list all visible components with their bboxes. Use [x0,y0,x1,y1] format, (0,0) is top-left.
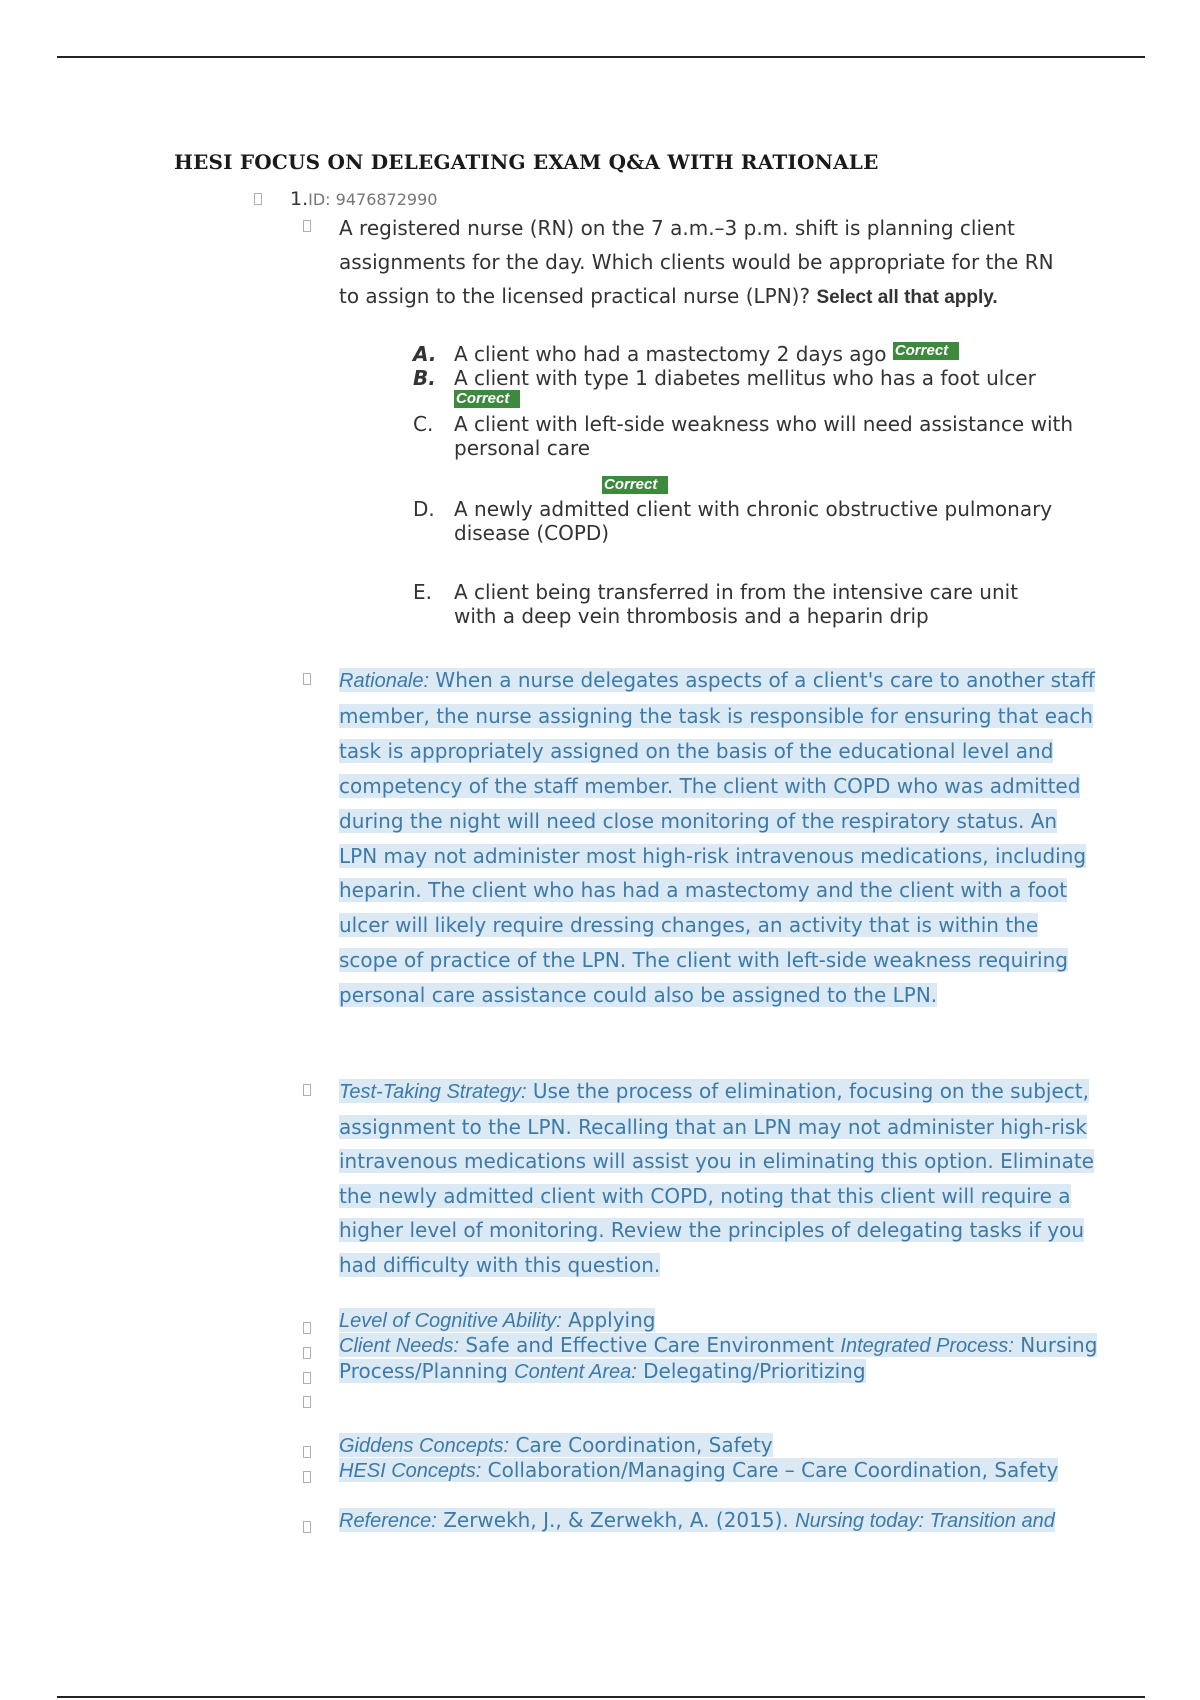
bullet-icon [303,1471,311,1483]
hesi-value: Collaboration/Managing Care – Care Coordination, Safety [487,1458,1059,1482]
client-needs [339,1333,1099,1385]
cognitive-label: Level of Cognitive Ability: [339,1310,562,1332]
correct-badge: Correct [602,476,668,494]
hesi-label: HESI Concepts: [339,1460,482,1482]
integrated-label: Integrated Process: [840,1335,1014,1357]
option-d-text: A newly admitted client with chronic obstructive pulmonary disease (COPD) [454,497,1053,545]
bullet-icon [303,1372,311,1384]
strategy-paragraph [339,1074,1099,1282]
select-all-note: Select all that apply. [816,287,998,308]
strategy-text: Use the process of elimination, focusing on the subject, assignment to the LPN. Recalling that an LPN may not administer high-risk intravenous medications will assist you in eliminating this option. Eliminate the newly admitted client with COPD, noting that this client will require a higher level of monitoring. Review the principles of delegating tasks if you had difficulty with this question. [339,1079,1094,1277]
rationale-paragraph [339,663,1099,1013]
bullet-icon [303,1322,311,1334]
client-needs-label: Client Needs: [339,1335,460,1357]
bullet-icon [254,193,262,205]
option-c-letter: C. [413,412,434,436]
reference-label: Reference: [339,1510,437,1532]
option-a-text: A client who had a mastectomy 2 days ago [454,342,887,366]
question-number: 1. [290,188,309,210]
document-title: HESI FOCUS ON DELEGATING EXAM Q&A WITH RATIONALE [174,150,879,174]
reference [339,1508,1079,1534]
option-d[interactable] [454,497,1094,545]
rationale-text: When a nurse delegates aspects of a client's care to another staff member, the nurse assigning the task is responsible for ensuring that each task is appropriately assigned on the basis of the educational level and competency of the staff member. The client with COPD who was admitted during the night will need close monitoring of the respiratory status. An LPN may not administer most high-risk intravenous medications, including heparin. The client who has had a mastectomy and the client with a foot ulcer will likely require dressing changes, an activity that is within the scope of practice of the LPN. The client with left-side weakness requiring personal care assistance could also be assigned to the LPN. [339,668,1095,1008]
bullet-icon [303,673,311,685]
content-area-label: Content Area: [514,1361,637,1383]
strategy-highlight [339,1079,1094,1277]
giddens-concepts [339,1433,1099,1459]
option-b-text: A client with type 1 diabetes mellitus who has a foot ulcer [454,366,1036,390]
question-stem [339,211,1079,315]
correct-badge: Correct [454,390,520,408]
question-id: ID: 9476872990 [308,190,438,209]
cognitive-value: Applying [568,1308,656,1332]
cognitive-level [339,1308,1099,1334]
bullet-icon [303,1084,311,1096]
bullet-icon [303,1347,311,1359]
correct-badge: Correct [893,342,959,360]
content-area-value: Delegating/Prioritizing [643,1359,866,1383]
reference-value: Zerwekh, J., & Zerwekh, A. (2015). [443,1508,789,1532]
bullet-icon [303,1396,311,1408]
rationale-highlight [339,668,1095,1007]
option-e-text: A client being transferred in from the intensive care unit with a deep vein thrombosis and a heparin drip [454,580,1019,628]
option-a-letter: A. [413,342,437,366]
option-e-letter: E. [413,580,432,604]
hesi-concepts [339,1458,1059,1484]
option-c-text: A client with left-side weakness who will need assistance with personal care [454,412,1074,460]
option-b-letter: B. [413,366,436,390]
option-c[interactable] [454,412,1094,460]
giddens-label: Giddens Concepts: [339,1435,510,1457]
header-rule [57,56,1145,58]
option-e[interactable] [454,580,1094,628]
option-b[interactable] [454,366,1094,414]
reference-title: Nursing today: Transition and [795,1510,1055,1532]
strategy-label: Test-Taking Strategy: [339,1081,527,1103]
question-number-line [290,188,437,210]
bullet-icon [303,1521,311,1533]
bullet-icon [303,220,311,232]
bullet-icon [303,1446,311,1458]
option-d-letter: D. [413,497,435,521]
question-stem-text: A registered nurse (RN) on the 7 a.m.–3 p.m. shift is planning client assignments for the day. Which clients would be appropriate for the RN to assign to the licensed practical nurse (LPN)? [339,216,1054,308]
integrated-value: Nursing Process/Planning [339,1333,1098,1383]
giddens-value: Care Coordination, Safety [515,1433,773,1457]
client-needs-value: Safe and Effective Care Environment [465,1333,835,1357]
footer-rule [57,1696,1145,1698]
option-a[interactable] [454,342,1094,366]
rationale-label: Rationale: [339,670,430,692]
